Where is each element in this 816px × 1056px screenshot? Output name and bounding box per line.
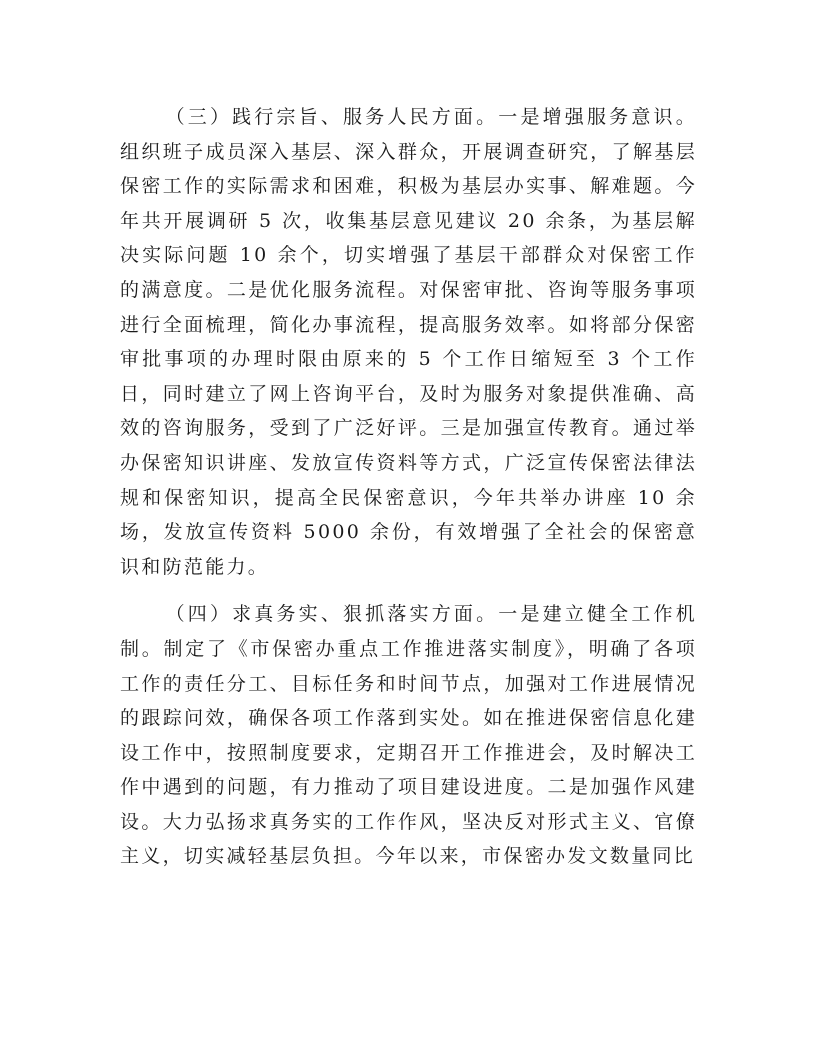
paragraph-serving-people: （三）践行宗旨、服务人民方面。一是增强服务意识。组织班子成员深入基层、深入群众，开展调查研究，了解基层保密工作的实际需求和困难，积极为基层办实事、解难题。今年共开展调研 5 次，收集基层意见建议 20 余条，为基层解决实际问题 10 余个，切实增强了基层干部群众对保密工作的满意度。二是优化服务流程。对保密审批、咨询等服务事项进行全面梳理，简化办事流程，提高服务效率。如将部分保密审批事项的办理时限由原来的 5 个工作日缩短至 3 个工作日，同时建立了网上咨询平台，及时为服务对象提供准确、高效的咨询服务，受到了广泛好评。三是加强宣传教育。通过举办保密知识讲座、发放宣传资料等方式，广泛宣传保密法律法规和保密知识，提高全民保密意识，今年共举办讲座 10 余场，发放宣传资料 5000 余份，有效增强了全社会的保密意识和防范能力。 bbox=[120, 106, 697, 578]
document-body bbox=[120, 100, 697, 874]
paragraph-seeking-truth: （四）求真务实、狠抓落实方面。一是建立健全工作机制。制定了《市保密办重点工作推进落实制度》，明确了各项工作的责任分工、目标任务和时间节点，加强对工作进展情况的跟踪问效，确保各项工作落到实处。如在推进保密信息化建设工作中，按照制度要求，定期召开工作推进会，及时解决工作中遇到的问题，有力推动了项目建设进度。二是加强作风建设。大力弘扬求真务实的工作作风，坚决反对形式主义、官僚主义，切实减轻基层负担。今年以来，市保密办发文数量同比 bbox=[120, 603, 697, 868]
